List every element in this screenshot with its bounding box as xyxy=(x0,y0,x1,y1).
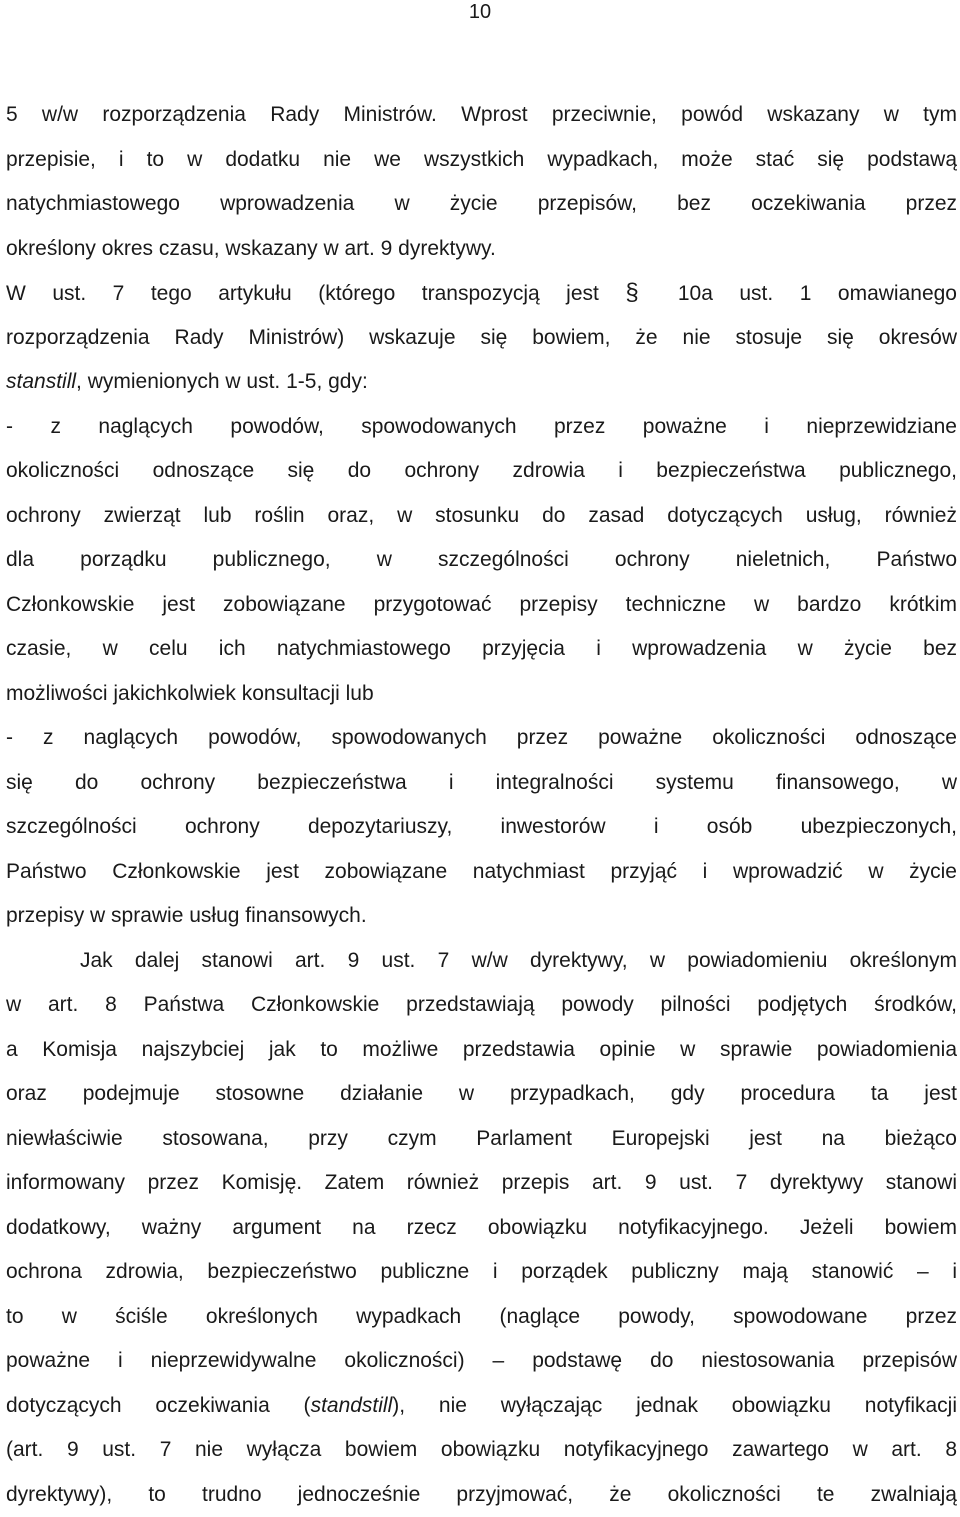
text-line: możliwości jakichkolwiek konsultacji lub xyxy=(6,672,957,717)
text-line: Jak dalej stanowi art. 9 ust. 7 w/w dyrektywy, w powiadomieniu określonym xyxy=(6,939,957,984)
text-line: informowany przez Komisję. Zatem również przepis art. 9 ust. 7 dyrektywy stanowi xyxy=(6,1161,957,1206)
line-text: , wymienionych w ust. 1-5, gdy: xyxy=(76,370,368,393)
text-line: określony okres czasu, wskazany w art. 9 dyrektywy. xyxy=(6,227,957,272)
italic-term: standstill xyxy=(311,1394,393,1417)
text-line: - z naglących powodów, spowodowanych przez poważne i nieprzewidziane xyxy=(6,405,957,450)
text-line: ochrony zwierząt lub roślin oraz, w stosunku do zasad dotyczących usług, również xyxy=(6,494,957,539)
text-line: dodatkowy, ważny argument na rzecz obowiązku notyfikacyjnego. Jeżeli bowiem xyxy=(6,1206,957,1251)
text-line: poważne i nieprzewidywalne okoliczności) – podstawę do niestosowania przepisów xyxy=(6,1339,957,1384)
text-line: - z naglących powodów, spowodowanych przez poważne okoliczności odnoszące xyxy=(6,716,957,761)
text-line: niewłaściwie stosowana, przy czym Parlament Europejski jest na bieżąco xyxy=(6,1117,957,1162)
text-line: dla porządku publicznego, w szczególności ochrony nieletnich, Państwo xyxy=(6,538,957,583)
text-line: 5 w/w rozporządzenia Rady Ministrów. Wprost przeciwnie, powód wskazany w tym xyxy=(6,93,957,138)
text-line: dyrektywy), to trudno jednocześnie przyjmować, że okoliczności te zwalniają xyxy=(6,1473,957,1517)
line-text: ), nie wyłączając jednak obowiązku notyfikacji xyxy=(392,1394,957,1417)
text-line: oraz podejmuje stosowne działanie w przypadkach, gdy procedura ta jest xyxy=(6,1072,957,1117)
text-line: Państwo Członkowskie jest zobowiązane natychmiast przyjąć i wprowadzić w życie xyxy=(6,850,957,895)
text-line: ochrona zdrowia, bezpieczeństwo publiczne i porządek publiczny mają stanowić – i xyxy=(6,1250,957,1295)
text-line: natychmiastowego wprowadzenia w życie przepisów, bez oczekiwania przez xyxy=(6,182,957,227)
text-line: szczególności ochrony depozytariuszy, inwestorów i osób ubezpieczonych, xyxy=(6,805,957,850)
text-line: a Komisja najszybciej jak to możliwe przedstawia opinie w sprawie powiadomienia xyxy=(6,1028,957,1073)
text-line xyxy=(6,271,957,316)
text-line: w art. 8 Państwa Członkowskie przedstawiają powody pilności podjętych środków, xyxy=(6,983,957,1028)
text-line: rozporządzenia Rady Ministrów) wskazuje się bowiem, że nie stosuje się okresów xyxy=(6,316,957,361)
text-line: przepisy w sprawie usług finansowych. xyxy=(6,894,957,939)
line-text: W ust. 7 tego artykułu (którego transpozycją jest xyxy=(6,282,599,305)
section-symbol: § xyxy=(625,271,651,316)
text-line: się do ochrony bezpieczeństwa i integralności systemu finansowego, w xyxy=(6,761,957,806)
text-line: Członkowskie jest zobowiązane przygotować przepisy techniczne w bardzo krótkim xyxy=(6,583,957,628)
line-text: 10a ust. 1 omawianego xyxy=(678,282,957,305)
text-line: to w ściśle określonych wypadkach (naglące powody, spowodowane przez xyxy=(6,1295,957,1340)
italic-term: stanstill xyxy=(6,370,76,393)
text-line: przepisie, i to w dodatku nie we wszystkich wypadkach, może stać się podstawą xyxy=(6,138,957,183)
line-text: dotyczących oczekiwania ( xyxy=(6,1394,311,1417)
page-number: 10 xyxy=(0,0,960,24)
text-line xyxy=(6,1384,957,1429)
text-line: czasie, w celu ich natychmiastowego przyjęcia i wprowadzenia w życie bez xyxy=(6,627,957,672)
text-line: okoliczności odnoszące się do ochrony zdrowia i bezpieczeństwa publicznego, xyxy=(6,449,957,494)
text-line: (art. 9 ust. 7 nie wyłącza bowiem obowiązku notyfikacyjnego zawartego w art. 8 xyxy=(6,1428,957,1473)
document-body xyxy=(6,93,957,1517)
text-line xyxy=(6,360,957,405)
